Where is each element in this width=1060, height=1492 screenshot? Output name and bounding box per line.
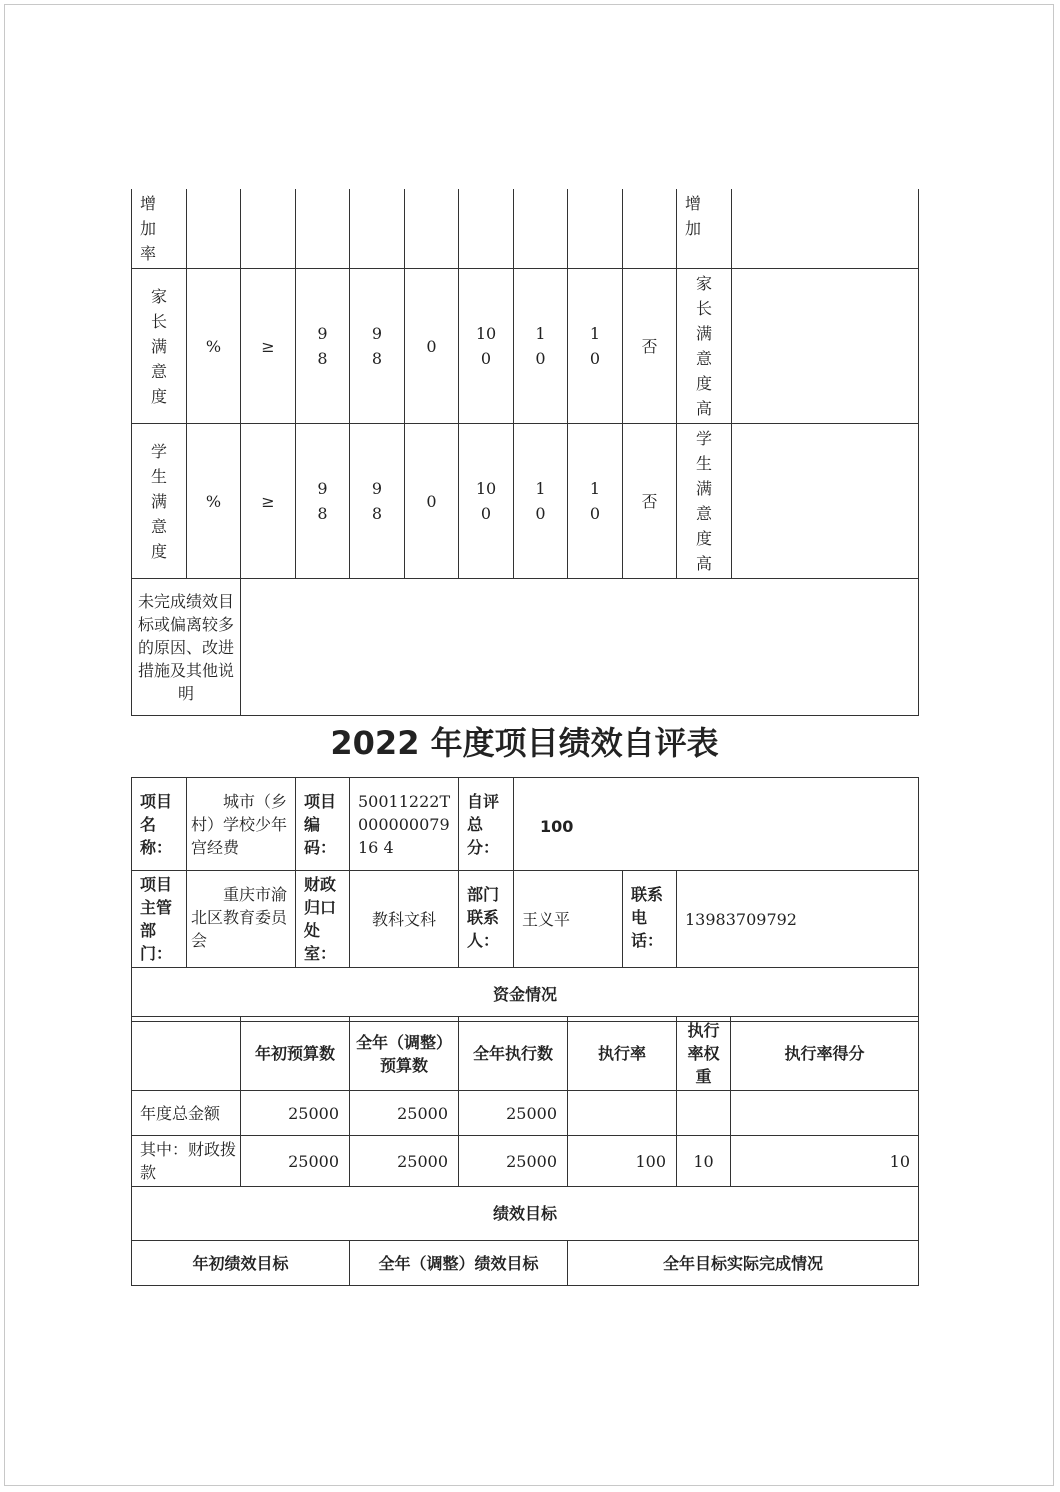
rate-cell — [459, 189, 514, 269]
indicator-table — [131, 189, 919, 716]
note-cell — [732, 424, 919, 579]
header-adjusted-goal: 全年（调整）绩效目标 — [350, 1241, 568, 1286]
funds-row-finance — [132, 1136, 919, 1187]
funds-weight — [677, 1091, 731, 1136]
indicator-name: 增加率 — [139, 194, 156, 263]
operator-cell: ≥ — [241, 424, 296, 579]
project-code-value: 50011222T00000007916 4 — [350, 778, 459, 871]
remark-cell: 学生满意度高 — [695, 429, 712, 573]
funds-score: 10 — [731, 1136, 919, 1187]
indicator-name: 家长满意度 — [150, 286, 167, 406]
finance-office-value: 教科文科 — [350, 871, 459, 968]
weight-cell: 10 — [535, 479, 546, 523]
phone-label: 联系电话： — [623, 871, 677, 968]
score-cell — [568, 189, 623, 269]
explanation-row — [132, 579, 919, 716]
department-label: 项目主管部门： — [132, 871, 187, 968]
deviation-cell: 否 — [623, 424, 677, 579]
operator-cell — [241, 189, 296, 269]
funds-section-row — [132, 968, 919, 1022]
project-name-value: 城市（乡村）学校少年宫经费 — [187, 778, 296, 871]
note-cell — [732, 189, 919, 269]
operator-cell: ≥ — [241, 269, 296, 424]
goals-header-row — [132, 1241, 919, 1286]
weight-cell: 10 — [535, 324, 546, 368]
funds-executed: 25000 — [459, 1136, 568, 1187]
funds-rate — [568, 1091, 677, 1136]
finance-office-label: 财政归口处室： — [296, 871, 350, 968]
header-executed: 全年执行数 — [459, 1017, 568, 1091]
header-initial-goal: 年初绩效目标 — [132, 1241, 350, 1286]
target-adjusted-cell: 98 — [371, 324, 383, 368]
funds-score — [731, 1091, 919, 1136]
funds-adjusted: 25000 — [350, 1091, 459, 1136]
department-value: 重庆市渝北区教育委员会 — [187, 871, 296, 968]
header-actual-completion: 全年目标实际完成情况 — [568, 1241, 919, 1286]
target-initial-cell — [296, 189, 350, 269]
page-title: 2022 年度项目绩效自评表 — [330, 724, 719, 762]
goals-section-row — [132, 1187, 919, 1241]
target-adjusted-cell: 98 — [371, 479, 383, 523]
score-cell: 10 — [589, 479, 601, 523]
rate-cell: 100 — [475, 324, 497, 368]
phone-value: 13983709792 — [677, 871, 919, 968]
note-cell — [732, 269, 919, 424]
target-initial-cell: 98 — [317, 479, 328, 523]
unit-cell — [187, 189, 241, 269]
indicator-row — [132, 189, 919, 269]
actual-cell — [405, 189, 459, 269]
deviation-cell: 否 — [623, 269, 677, 424]
funds-executed: 25000 — [459, 1091, 568, 1136]
actual-cell: 0 — [405, 269, 459, 424]
contact-label: 部门联系人： — [459, 871, 514, 968]
funds-weight: 10 — [677, 1136, 731, 1187]
header-initial-budget: 年初预算数 — [241, 1017, 350, 1091]
actual-cell: 0 — [405, 424, 459, 579]
indicator-row — [132, 269, 919, 424]
self-score-value: 100 — [514, 778, 919, 871]
project-name-label: 项目名称： — [132, 778, 187, 871]
funds-row-label: 其中：财政拨款 — [132, 1136, 241, 1187]
header-execution-rate: 执行率 — [568, 1017, 677, 1091]
score-cell: 10 — [589, 324, 601, 368]
funds-initial: 25000 — [241, 1091, 350, 1136]
deviation-cell — [623, 189, 677, 269]
self-score-label: 自评总分： — [459, 778, 514, 871]
self-evaluation-table — [131, 777, 919, 1022]
funds-rate: 100 — [568, 1136, 677, 1187]
project-code-label: 项目编码： — [296, 778, 350, 871]
explanation-label: 未完成绩效目标或偏离较多的原因、改进措施及其他说明 — [132, 579, 241, 716]
unit-cell: % — [187, 269, 241, 424]
indicator-name: 学生满意度 — [150, 441, 167, 561]
funds-initial: 25000 — [241, 1136, 350, 1187]
remark-cell: 家长满意度高 — [695, 274, 712, 418]
remark-cell: 增加 — [684, 194, 701, 238]
contact-value: 王义平 — [514, 871, 623, 968]
header-adjusted-budget: 全年（调整）预算数 — [350, 1017, 459, 1091]
header-rate-score: 执行率得分 — [731, 1017, 919, 1091]
funds-row-total — [132, 1091, 919, 1136]
explanation-value — [241, 579, 919, 716]
target-initial-cell: 98 — [317, 324, 328, 368]
info-row-1 — [132, 778, 919, 871]
unit-cell: % — [187, 424, 241, 579]
weight-cell — [514, 189, 568, 269]
goals-section-title: 绩效目标 — [132, 1187, 919, 1241]
header-rate-weight: 执行率权重 — [677, 1017, 731, 1091]
rate-cell: 100 — [475, 479, 497, 523]
indicator-row — [132, 424, 919, 579]
info-row-2 — [132, 871, 919, 968]
funds-section-title: 资金情况 — [132, 968, 919, 1022]
funds-adjusted: 25000 — [350, 1136, 459, 1187]
funds-header-row — [132, 1017, 919, 1091]
target-adjusted-cell — [350, 189, 405, 269]
funds-row-label: 年度总金额 — [132, 1091, 241, 1136]
funds-table — [131, 1016, 919, 1286]
funds-header-blank — [132, 1017, 241, 1091]
